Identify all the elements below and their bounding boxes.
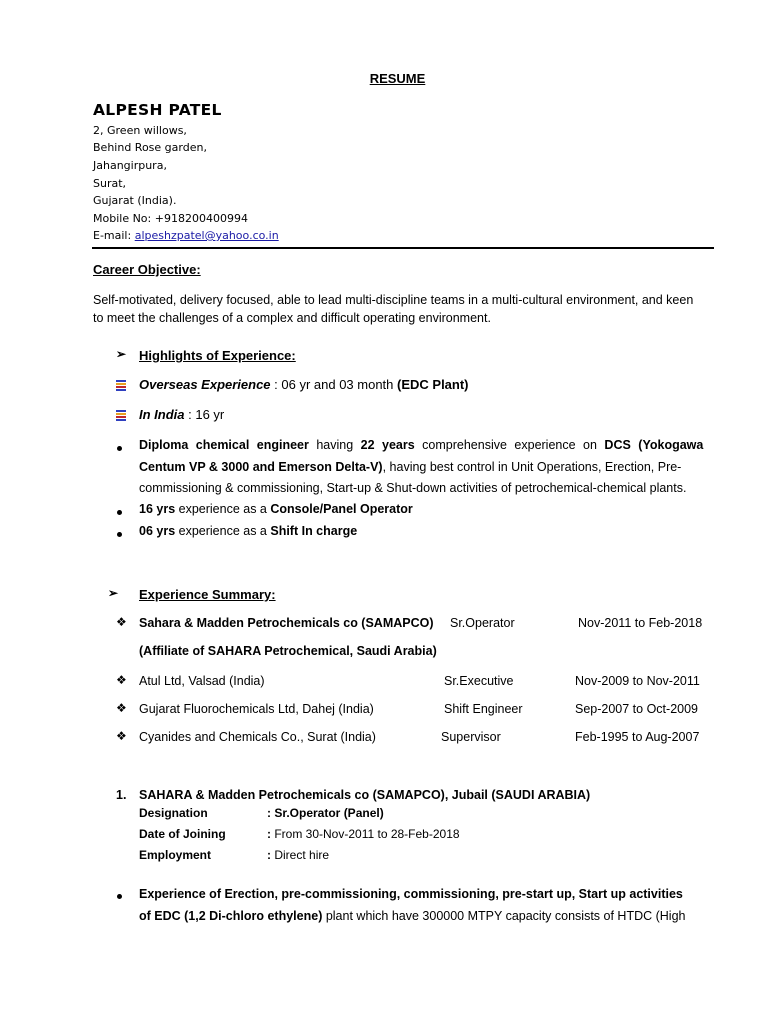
colon: : <box>267 827 275 841</box>
highlight-text: experience as a <box>175 524 271 538</box>
overseas-label: Overseas Experience <box>139 377 271 392</box>
overseas-experience <box>139 377 469 392</box>
india-experience <box>139 407 224 422</box>
bullet-icon <box>117 446 122 451</box>
job-bullet-text: of EDC (1,2 Di-chloro ethylene) <box>139 909 323 923</box>
highlight-text: , having best control in Unit Operations, Erection, Pre- <box>382 460 682 474</box>
highlight-line <box>139 460 681 474</box>
highlight-text: comprehensive experience on <box>414 438 605 452</box>
joining-line <box>267 827 460 841</box>
employment-value: Direct hire <box>274 848 330 862</box>
summary-period: Nov-2009 to Nov-2011 <box>575 674 700 688</box>
resume-title: RESUME <box>369 71 426 86</box>
address-line: Surat, <box>93 177 127 190</box>
summary-role: Sr.Executive <box>444 674 514 688</box>
summary-period: Nov-2011 to Feb-2018 <box>578 616 703 630</box>
job-number: 1. <box>116 788 127 802</box>
joining-value: From 30-Nov-2011 to 28-Feb-2018 <box>274 827 460 841</box>
mobile-number: Mobile No: +918200400994 <box>93 212 248 225</box>
highlight-line <box>139 524 357 538</box>
email-label: E-mail: <box>93 229 135 242</box>
highlight-text: Console/Panel Operator <box>270 502 413 516</box>
highlight-text: Centum VP & 3000 and Emerson Delta-V) <box>139 460 383 474</box>
address-line: Behind Rose garden, <box>93 141 207 154</box>
summary-company: Gujarat Fluorochemicals Ltd, Dahej (India) <box>139 702 374 716</box>
india-label: In India <box>139 407 185 422</box>
career-objective-heading: Career Objective: <box>93 262 201 277</box>
designation-value: : Sr.Operator (Panel) <box>267 806 384 820</box>
bullet-icon <box>117 894 122 899</box>
summary-company: Cyanides and Chemicals Co., Surat (India) <box>139 730 376 744</box>
diamond-bullet-icon: ❖ <box>116 673 127 687</box>
highlight-text: DCS (Yokogawa <box>604 438 704 452</box>
diamond-bullet-icon: ❖ <box>116 701 127 715</box>
overseas-plant: (EDC Plant) <box>397 377 469 392</box>
experience-summary-heading: Experience Summary: <box>139 587 276 602</box>
arrow-bullet-icon: ➢ <box>116 347 127 361</box>
arrow-bullet-icon: ➢ <box>108 586 119 600</box>
summary-role: Shift Engineer <box>444 702 523 716</box>
career-objective-line: to meet the challenges of a complex and difficult operating environment. <box>93 311 491 325</box>
highlight-text: 16 yrs <box>139 502 176 516</box>
employment-line <box>267 848 329 862</box>
summary-role: Sr.Operator <box>450 616 515 630</box>
highlight-text: 22 years <box>360 438 415 452</box>
highlight-text: having <box>308 438 361 452</box>
designation-label: Designation <box>139 806 208 820</box>
job-bullet-line <box>139 909 686 923</box>
highlight-text: Shift In charge <box>270 524 358 538</box>
job-bullet-text: plant which have 300000 MTPY capacity consists of HTDC (High <box>322 909 686 923</box>
candidate-name: ALPESH PATEL <box>93 101 222 119</box>
highlight-text: 06 yrs <box>139 524 176 538</box>
summary-role: Supervisor <box>441 730 501 744</box>
overseas-value: : 06 yr and 03 month <box>270 377 398 392</box>
flag-bullet-icon <box>116 410 126 421</box>
job-title: SAHARA & Madden Petrochemicals co (SAMAPCO), Jubail (SAUDI ARABIA) <box>139 788 591 802</box>
joining-label: Date of Joining <box>139 827 226 841</box>
flag-bullet-icon <box>116 380 126 391</box>
summary-company: Atul Ltd, Valsad (India) <box>139 674 265 688</box>
email-link[interactable]: alpeshzpatel@yahoo.co.in <box>134 229 279 242</box>
highlight-line: commissioning & commissioning, Start-up & Shut-down activities of petrochemical-chemical plants. <box>139 481 687 495</box>
header-divider <box>92 247 714 249</box>
highlights-heading: Highlights of Experience: <box>139 348 296 363</box>
summary-affiliate: (Affiliate of SAHARA Petrochemical, Saudi Arabia) <box>139 644 437 658</box>
india-value: : 16 yr <box>184 407 225 422</box>
bullet-icon <box>117 510 122 515</box>
highlight-text: Diploma chemical engineer <box>139 438 309 452</box>
colon: : <box>267 848 275 862</box>
highlight-line <box>139 438 703 452</box>
job-bullet-line: Experience of Erection, pre-commissioning, commissioning, pre-start up, Start up activities <box>139 887 683 901</box>
diamond-bullet-icon: ❖ <box>116 729 127 743</box>
address-line: Gujarat (India). <box>93 194 177 207</box>
summary-period: Feb-1995 to Aug-2007 <box>575 730 700 744</box>
diamond-bullet-icon: ❖ <box>116 615 127 629</box>
email-line <box>93 229 279 242</box>
highlight-line <box>139 502 413 516</box>
summary-period: Sep-2007 to Oct-2009 <box>575 702 698 716</box>
bullet-icon <box>117 532 122 537</box>
employment-label: Employment <box>139 848 212 862</box>
address-line: Jahangirpura, <box>93 159 167 172</box>
highlight-text: experience as a <box>175 502 271 516</box>
address-line: 2, Green willows, <box>93 124 187 137</box>
summary-company: Sahara & Madden Petrochemicals co (SAMAPCO) <box>139 616 434 630</box>
career-objective-line: Self-motivated, delivery focused, able to lead multi-discipline teams in a multi-cultural environment, and keen <box>93 293 694 307</box>
